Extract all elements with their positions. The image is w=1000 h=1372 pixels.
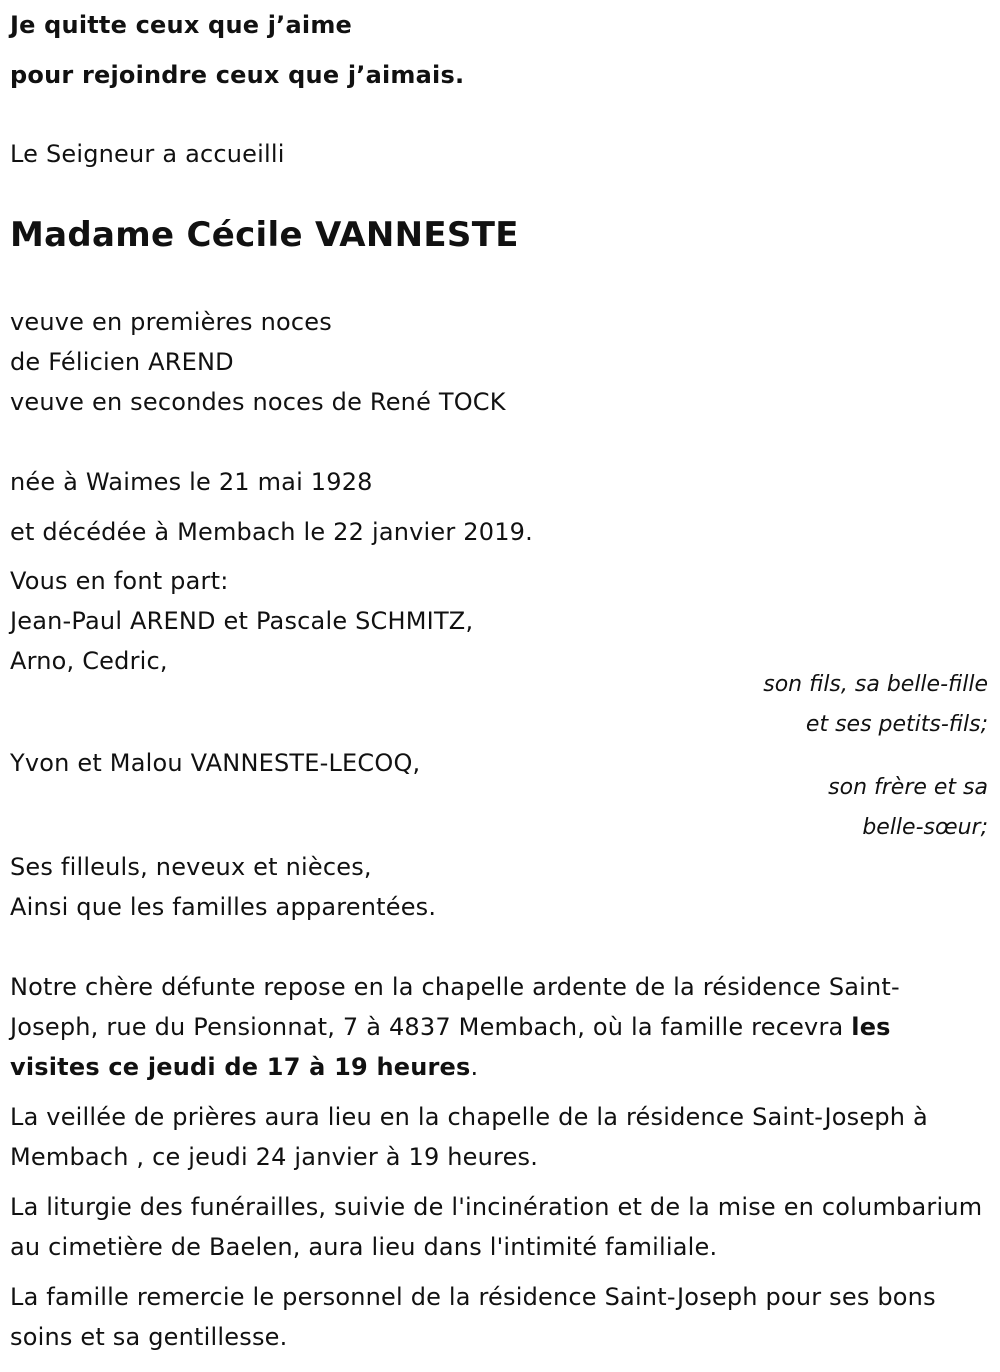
rest-text: Notre chère défunte repose en la chapelle ardente de la résidence Saint-Joseph, rue du Pensionnat, 7 à 4837 Membach, où la famille recevra: [10, 973, 900, 1041]
vigil-paragraph: La veillée de prières aura lieu en la chapelle de la résidence Saint-Joseph à Membach , ce jeudi 24 janvier à 19 heures.: [10, 1103, 928, 1171]
death-line: et décédée à Membach le 22 janvier 2019.: [10, 518, 533, 546]
epigraph-line-1: Je quitte ceux que j’aime: [10, 11, 353, 39]
marital-line-2: de Félicien AREND: [10, 348, 234, 376]
others-line-2: Ainsi que les familles apparentées.: [10, 893, 437, 921]
epigraph-line-2: pour rejoindre ceux que j’aimais.: [10, 61, 465, 89]
marital-line-3: veuve en secondes noces de René TOCK: [10, 388, 506, 416]
deceased-name: Madame Cécile VANNESTE: [10, 215, 519, 255]
intro-text: Le Seigneur a accueilli: [10, 140, 285, 168]
announcement-heading: Vous en font part:: [10, 567, 229, 595]
liturgy-paragraph: La liturgie des funérailles, suivie de l'incinération et de la mise en columbarium au cimetière de Baelen, aura lieu dans l'intimité familiale.: [10, 1193, 983, 1261]
thanks-paragraph: La famille remercie le personnel de la résidence Saint-Joseph pour ses bons soins et sa gentillesse.: [10, 1283, 936, 1351]
family2-relation-line-2: belle-sœur;: [862, 815, 988, 840]
others-line-1: Ses filleuls, neveux et nièces,: [10, 853, 372, 881]
birth-line: née à Waimes le 21 mai 1928: [10, 468, 373, 496]
family1-line-2: Arno, Cedric,: [10, 647, 168, 675]
rest-paragraph: [10, 967, 985, 1087]
rest-end: .: [470, 1053, 479, 1081]
visits-emphasis: les visites ce jeudi de 17 à 19 heures: [10, 1013, 891, 1081]
family1-relation-line-1: son fils, sa belle-fille: [763, 672, 988, 697]
family2-relation-line-1: son frère et sa: [828, 775, 988, 800]
family2-line: Yvon et Malou VANNESTE-LECOQ,: [10, 749, 421, 777]
marital-line-1: veuve en premières noces: [10, 308, 332, 336]
family1-relation-line-2: et ses petits-fils;: [805, 712, 988, 737]
family1-line-1: Jean-Paul AREND et Pascale SCHMITZ,: [10, 607, 474, 635]
